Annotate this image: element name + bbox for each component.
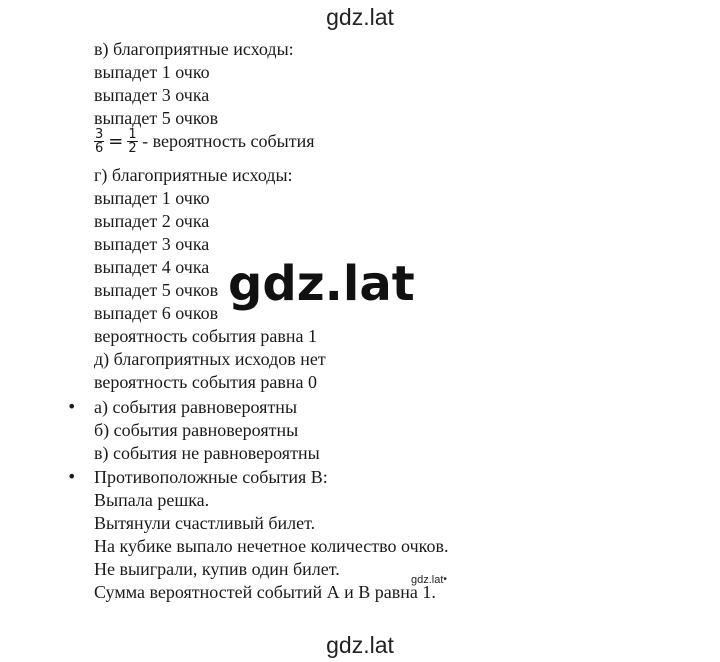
fraction-three-sixths bbox=[94, 128, 104, 155]
bullet-marker: • bbox=[67, 397, 77, 416]
list-item: На кубике выпало нечетное количество очков. bbox=[94, 536, 449, 556]
list-item: выпадет 6 очков bbox=[94, 303, 219, 323]
watermark-small-text: gdz.lat bbox=[411, 574, 444, 586]
probability-formula bbox=[94, 128, 315, 155]
section-d-heading: д) благоприятных исходов нет bbox=[94, 349, 326, 369]
list-item: выпадет 3 очка bbox=[94, 234, 210, 254]
watermark-small bbox=[411, 574, 447, 586]
list-item: а) события равновероятны bbox=[94, 397, 298, 417]
opposite-events-heading: Противоположные события В: bbox=[94, 467, 328, 487]
list-item: выпадет 1 очко bbox=[94, 62, 210, 82]
list-item: выпадет 5 очков bbox=[94, 108, 219, 128]
list-item: выпадет 5 очков bbox=[94, 280, 219, 300]
list-item: Сумма вероятностей событий А и В равна 1. bbox=[94, 582, 436, 602]
list-item: в) события не равновероятны bbox=[94, 443, 320, 463]
list-item: Вытянули счастливый билет. bbox=[94, 513, 316, 533]
equals-sign: = bbox=[108, 131, 124, 152]
fraction-one-half bbox=[127, 128, 137, 155]
bullet-marker: • bbox=[67, 467, 77, 486]
list-item: выпадет 2 очка bbox=[94, 211, 210, 231]
fraction-denominator: 2 bbox=[128, 141, 137, 156]
section-g-heading: г) благоприятные исходы: bbox=[94, 165, 293, 185]
list-item: Выпала решка. bbox=[94, 490, 210, 510]
probability-label: - вероятность события bbox=[142, 131, 315, 151]
fraction-numerator: 3 bbox=[95, 127, 104, 142]
watermark-center: gdz.lat bbox=[228, 256, 415, 312]
list-item: выпадет 4 очка bbox=[94, 257, 210, 277]
section-g-result: вероятность события равна 1 bbox=[94, 326, 317, 346]
watermark-top: gdz.lat bbox=[326, 4, 394, 30]
list-item: б) события равновероятны bbox=[94, 420, 299, 440]
list-item: выпадет 1 очко bbox=[94, 188, 210, 208]
fraction-denominator: 6 bbox=[95, 141, 104, 156]
list-item: Не выиграли, купив один билет. bbox=[94, 559, 340, 579]
dot-icon: • bbox=[443, 574, 447, 585]
section-d-result: вероятность события равна 0 bbox=[94, 372, 317, 392]
list-item: выпадет 3 очка bbox=[94, 85, 210, 105]
watermark-bottom: gdz.lat bbox=[326, 632, 394, 658]
section-v-heading: в) благоприятные исходы: bbox=[94, 39, 294, 59]
fraction-numerator: 1 bbox=[128, 127, 137, 142]
